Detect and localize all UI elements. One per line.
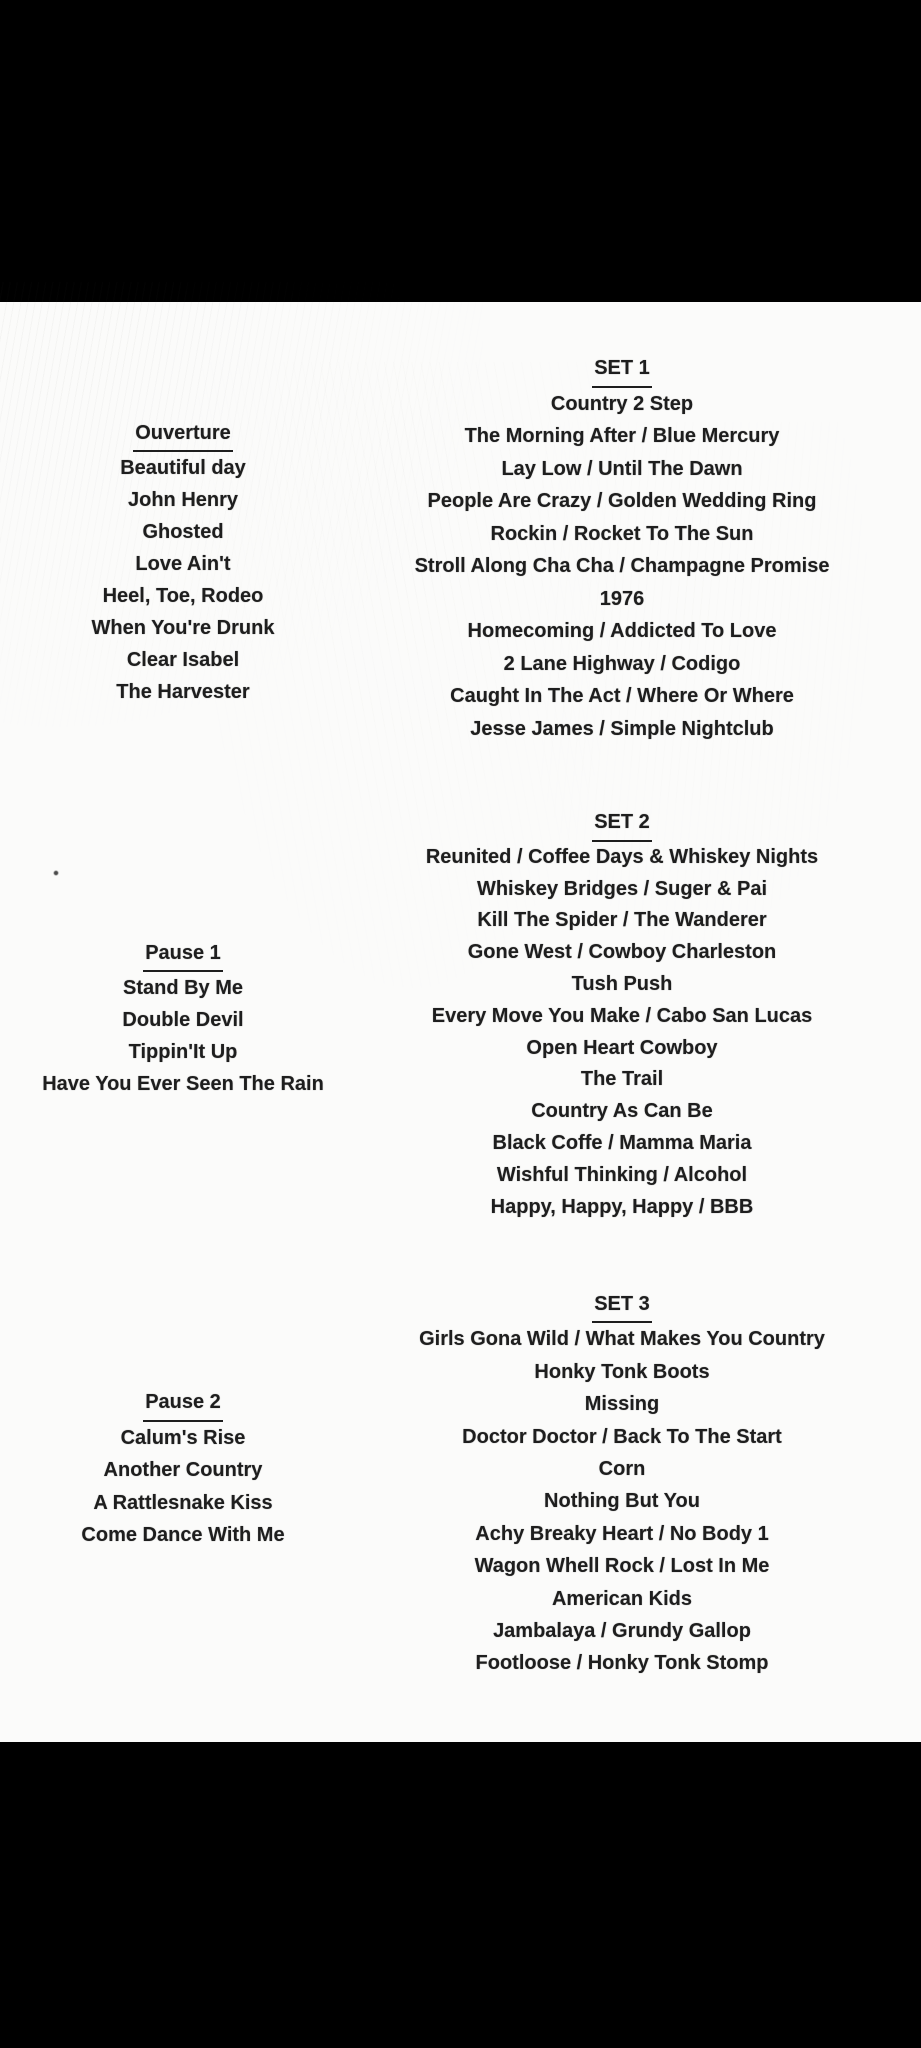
song-item: A Rattlesnake Kiss: [93, 1491, 273, 1514]
song-item: Another Country: [103, 1459, 263, 1481]
song-item: Rockin / Rocket To The Sun: [490, 522, 754, 545]
song-item: Stand By Me: [122, 977, 244, 999]
song-item: Ghosted: [142, 521, 224, 543]
song-item: Stroll Along Cha Cha / Champagne Promise: [414, 555, 830, 577]
section-set-3: [378, 1288, 866, 1680]
song-item: Missing: [584, 1393, 660, 1416]
song-item: Clear Isabel: [126, 649, 240, 671]
song-item: 2 Lane Highway / Codigo: [503, 652, 741, 675]
song-item: Every Move You Make / Cabo San Lucas: [431, 1004, 813, 1027]
song-item: Love Ain't: [135, 553, 231, 575]
song-item: Footloose / Honky Tonk Stomp: [475, 1652, 769, 1675]
song-item: Black Coffe / Mamma Maria: [492, 1131, 752, 1154]
section-title: Pause 2: [0, 1386, 366, 1422]
section-ouverture: [0, 417, 366, 708]
section-title: Pause 1: [0, 937, 366, 972]
section-pause-2: [0, 1386, 366, 1552]
section-pause-1: [0, 937, 366, 1100]
song-item: Caught In The Act / Where Or Where: [450, 685, 794, 707]
song-item: Wagon Whell Rock / Lost In Me: [474, 1555, 770, 1578]
song-item: Open Heart Cowboy: [526, 1036, 718, 1059]
song-item: Doctor Doctor / Back To The Start: [462, 1425, 782, 1448]
song-item: Country As Can Be: [531, 1100, 713, 1123]
song-item: Honky Tonk Boots: [534, 1360, 710, 1383]
song-item: John Henry: [127, 489, 239, 511]
scan-speck: [53, 870, 59, 876]
song-item: Happy, Happy, Happy / BBB: [490, 1195, 754, 1218]
song-item: Nothing But You: [544, 1490, 700, 1513]
song-item: 1976: [599, 587, 645, 610]
song-item: Have You Ever Seen The Rain: [42, 1073, 324, 1095]
section-set-1: [378, 352, 866, 745]
section-title: SET 1: [378, 352, 866, 388]
song-item: Achy Breaky Heart / No Body 1: [475, 1522, 769, 1545]
song-item: Kill The Spider / The Wanderer: [477, 909, 767, 932]
song-item: Whiskey Bridges / Suger & Pai: [476, 877, 768, 900]
section-title: Ouverture: [0, 417, 366, 452]
song-item: The Harvester: [116, 681, 250, 703]
song-item: Jesse James / Simple Nightclub: [470, 717, 774, 740]
song-item: Calum's Rise: [120, 1426, 246, 1449]
song-item: The Trail: [580, 1068, 664, 1091]
song-item: Homecoming / Addicted To Love: [467, 620, 777, 642]
song-item: Gone West / Cowboy Charleston: [467, 941, 777, 964]
song-item: Beautiful day: [120, 457, 246, 479]
song-item: Heel, Toe, Rodeo: [102, 585, 264, 607]
section-title: SET 3: [378, 1288, 866, 1323]
song-item: The Morning After / Blue Mercury: [464, 425, 780, 447]
setlist-paper-photo: [0, 302, 921, 1742]
song-item: When You're Drunk: [91, 617, 275, 639]
song-item: Tush Push: [571, 972, 673, 995]
song-item: Country 2 Step: [550, 392, 694, 415]
song-item: Tippin'It Up: [128, 1041, 238, 1063]
song-item: People Are Crazy / Golden Wedding Ring: [427, 490, 817, 512]
section-set-2: [378, 807, 866, 1223]
section-title: SET 2: [378, 807, 866, 842]
song-item: Jambalaya / Grundy Gallop: [493, 1620, 751, 1643]
song-item: Double Devil: [122, 1009, 244, 1031]
song-item: Come Dance With Me: [81, 1524, 285, 1546]
song-item: Lay Low / Until The Dawn: [501, 457, 743, 480]
song-item: Corn: [598, 1458, 646, 1481]
song-item: Reunited / Coffee Days & Whiskey Nights: [425, 845, 819, 868]
song-item: American Kids: [551, 1587, 693, 1610]
song-item: Wishful Thinking / Alcohol: [496, 1163, 748, 1186]
song-item: Girls Gona Wild / What Makes You Country: [419, 1328, 825, 1351]
